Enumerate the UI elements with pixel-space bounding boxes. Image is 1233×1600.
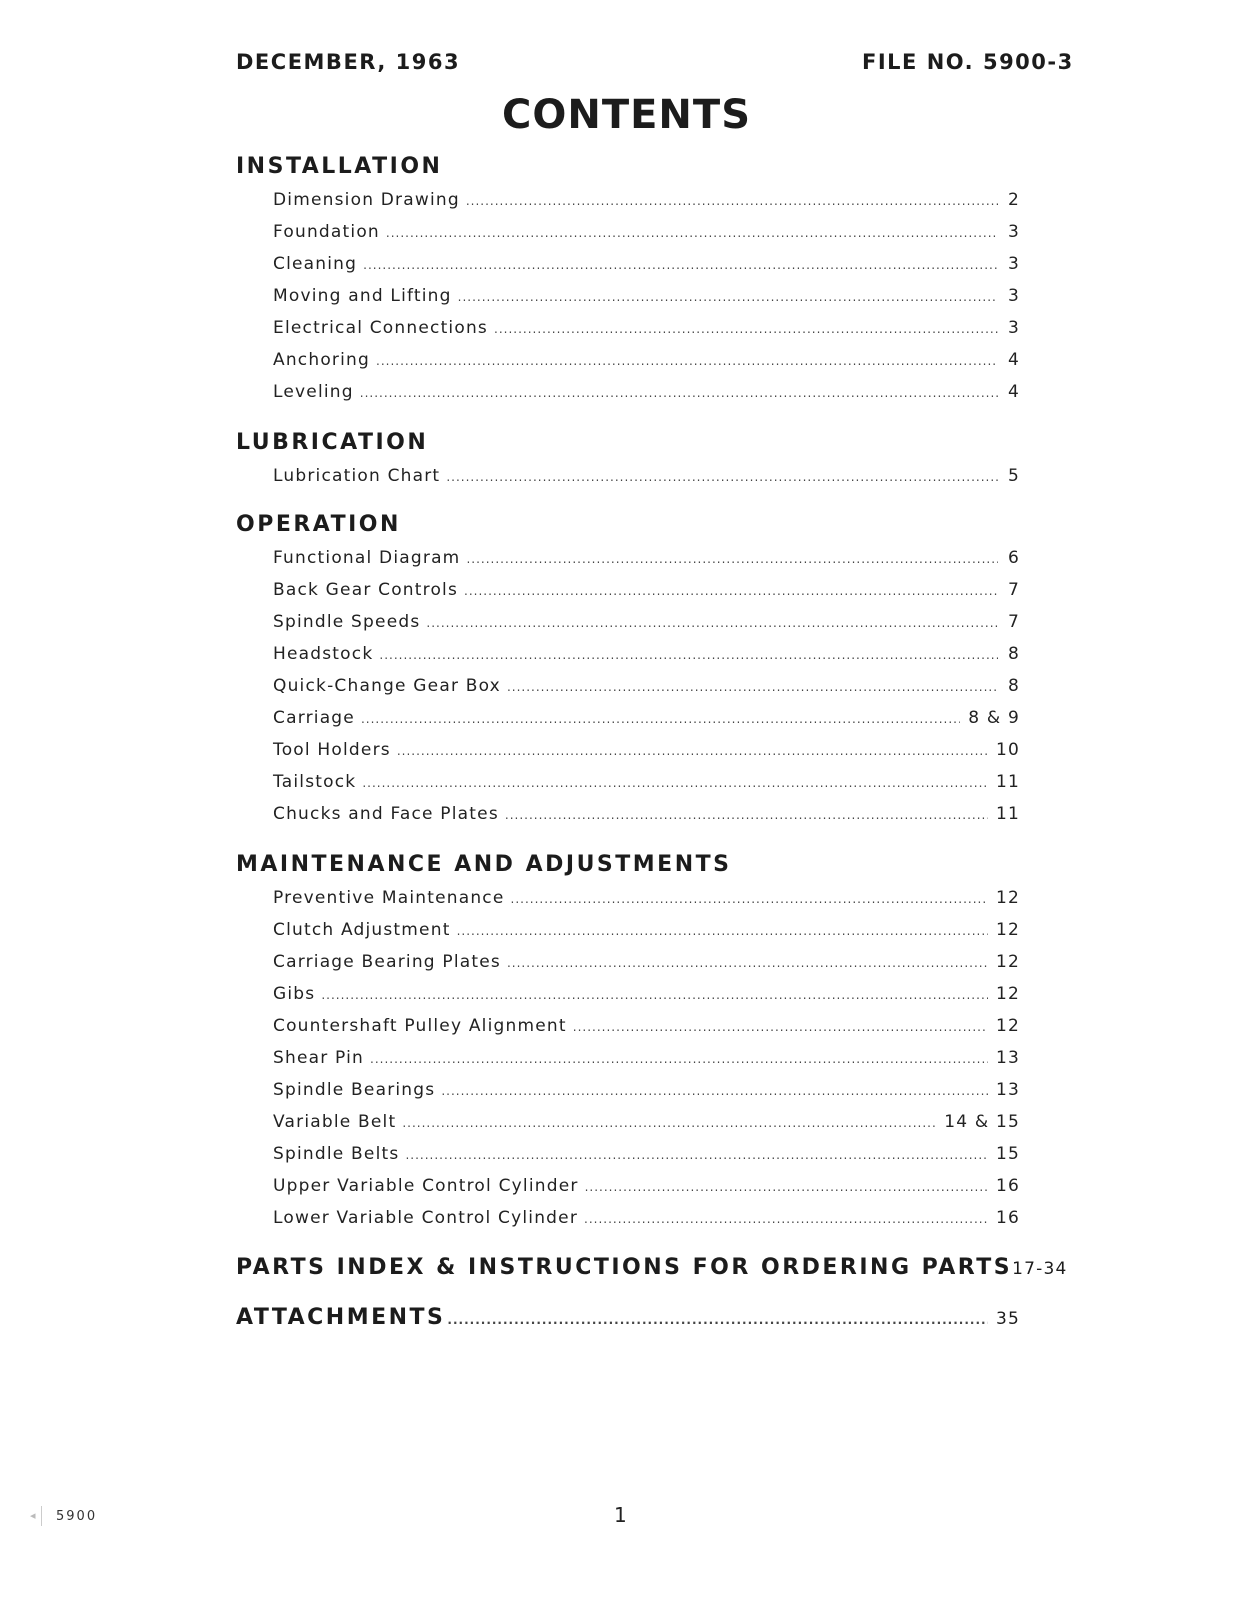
- dot-leader: [441, 1075, 988, 1107]
- section-title: LUBRICATION: [236, 430, 429, 455]
- header-date: DECEMBER, 1963: [236, 50, 461, 74]
- toc-entry-page: 5: [1007, 466, 1020, 486]
- dot-leader: [584, 1203, 988, 1235]
- toc-entry: [236, 1106, 1020, 1138]
- dot-leader: [511, 883, 988, 915]
- header-file-number: FILE NO. 5900-3: [862, 50, 1074, 74]
- page-number: 1: [614, 1503, 627, 1527]
- toc-entry: [236, 798, 1020, 830]
- dot-leader: [402, 1107, 936, 1139]
- toc-entry: [236, 1138, 1020, 1170]
- toc-entry-label: Preventive Maintenance: [273, 888, 505, 908]
- toc-entry-page: 3: [1007, 222, 1020, 242]
- toc-entry: [236, 1074, 1020, 1106]
- toc-entry: [236, 248, 1020, 280]
- toc-entry: [236, 542, 1020, 574]
- toc-entry-label: Headstock: [273, 644, 374, 664]
- dot-leader: [585, 1171, 988, 1203]
- toc-entry-label: Lower Variable Control Cylinder: [273, 1208, 579, 1228]
- toc-entry-page: 6: [1007, 548, 1020, 568]
- toc-entry: [236, 606, 1020, 638]
- toc-entry-page: 12: [995, 952, 1020, 972]
- dot-leader: [466, 543, 998, 575]
- toc-entry-page: 12: [995, 920, 1020, 940]
- toc-entry: [236, 766, 1020, 798]
- toc-entry-label: Dimension Drawing: [273, 190, 460, 210]
- toc-entry-page: 8 & 9: [968, 708, 1020, 728]
- attachments-label: ATTACHMENTS: [236, 1305, 446, 1330]
- toc-entry-label: Functional Diagram: [273, 548, 461, 568]
- section-installation: [236, 150, 1020, 408]
- toc-entry-page: 12: [995, 1016, 1020, 1036]
- toc-entry-label: Tool Holders: [273, 740, 391, 760]
- parts-index-label: PARTS INDEX & INSTRUCTIONS FOR ORDERING PARTS: [236, 1255, 1013, 1280]
- dot-leader: [405, 1139, 988, 1171]
- toc-entry-page: 16: [995, 1208, 1020, 1228]
- toc-entry: [236, 344, 1020, 376]
- toc-entry-label: Spindle Bearings: [273, 1080, 436, 1100]
- toc-entry-label: Lubrication Chart: [273, 466, 441, 486]
- toc-entry: [236, 734, 1020, 766]
- entry-list: [236, 882, 1020, 1234]
- dot-leader: [362, 767, 988, 799]
- entry-list: [236, 542, 1020, 830]
- toc-entry-label: Tailstock: [273, 772, 357, 792]
- toc-entry: [236, 702, 1020, 734]
- toc-entry-label: Moving and Lifting: [273, 286, 452, 306]
- toc-entry-page: 12: [995, 984, 1020, 1004]
- toc-entry: [236, 216, 1020, 248]
- margin-mark: ◂: [30, 1509, 36, 1522]
- dot-leader: [379, 639, 998, 671]
- toc-entry-page: 7: [1007, 580, 1020, 600]
- toc-entry-page: 13: [995, 1048, 1020, 1068]
- toc-entry-page: 4: [1007, 350, 1020, 370]
- dot-leader: [363, 249, 998, 281]
- toc-entry: [236, 1202, 1020, 1234]
- dot-leader: [376, 345, 998, 377]
- dot-leader: [507, 671, 998, 703]
- toc-entry-label: Upper Variable Control Cylinder: [273, 1176, 579, 1196]
- section-operation: [236, 508, 1020, 830]
- toc-entry-label: Variable Belt: [273, 1112, 397, 1132]
- toc-entry-label: Cleaning: [273, 254, 358, 274]
- toc-entry: [236, 574, 1020, 606]
- toc-entry-label: Electrical Connections: [273, 318, 488, 338]
- dot-leader: [458, 281, 998, 313]
- dot-leader: [573, 1011, 988, 1043]
- toc-entry: [236, 1042, 1020, 1074]
- toc-entry: [236, 914, 1020, 946]
- toc-entry-label: Back Gear Controls: [273, 580, 459, 600]
- toc-entry-label: Countershaft Pulley Alignment: [273, 1016, 567, 1036]
- toc-entry-page: 10: [995, 740, 1020, 760]
- toc-entry-page: 3: [1007, 286, 1020, 306]
- parts-index-page: 17-34: [1012, 1259, 1068, 1279]
- toc-entry: [236, 376, 1020, 408]
- dot-leader: [426, 607, 998, 639]
- toc-entry-label: Clutch Adjustment: [273, 920, 451, 940]
- toc-entry-page: 12: [995, 888, 1020, 908]
- toc-entry-page: 16: [995, 1176, 1020, 1196]
- section-title: OPERATION: [236, 512, 401, 537]
- toc-entry: [236, 280, 1020, 312]
- toc-entry: [236, 670, 1020, 702]
- dot-leader: [446, 461, 998, 493]
- toc-entry-page: 13: [995, 1080, 1020, 1100]
- toc-entry: [236, 184, 1020, 216]
- toc-entry-page: 3: [1007, 318, 1020, 338]
- dot-leader: [447, 1300, 988, 1340]
- toc-entry-page: 11: [995, 804, 1020, 824]
- toc-entry: [236, 638, 1020, 670]
- toc-entry-label: Spindle Speeds: [273, 612, 421, 632]
- toc-entry-page: 14 & 15: [944, 1112, 1020, 1132]
- toc-entry-label: Leveling: [273, 382, 354, 402]
- section-title: INSTALLATION: [236, 154, 443, 179]
- margin-tick: [41, 1506, 42, 1526]
- toc-entry-page: 8: [1007, 644, 1020, 664]
- toc-entry: [236, 460, 1020, 492]
- dot-leader: [361, 703, 960, 735]
- toc-entry: [236, 882, 1020, 914]
- toc-entry-page: 11: [995, 772, 1020, 792]
- dot-leader: [370, 1043, 988, 1075]
- toc-entry: [236, 312, 1020, 344]
- dot-leader: [386, 217, 998, 249]
- section-title: MAINTENANCE AND ADJUSTMENTS: [236, 852, 732, 877]
- toc-entry-label: Anchoring: [273, 350, 371, 370]
- toc-entry-label: Carriage Bearing Plates: [273, 952, 501, 972]
- dot-leader: [466, 185, 998, 217]
- toc-entry-label: Gibs: [273, 984, 316, 1004]
- footer-code: 5900: [56, 1509, 98, 1524]
- toc-entry-page: 15: [995, 1144, 1020, 1164]
- toc-entry: [236, 978, 1020, 1010]
- parts-index-entry: [236, 1248, 1068, 1288]
- toc-entry: [236, 946, 1020, 978]
- toc-entry: [236, 1010, 1020, 1042]
- attachments-page: 35: [995, 1309, 1020, 1329]
- dot-leader: [494, 313, 998, 345]
- toc-entry-label: Foundation: [273, 222, 380, 242]
- toc-entry: [236, 1170, 1020, 1202]
- toc-entry-page: 2: [1007, 190, 1020, 210]
- page-title: CONTENTS: [501, 92, 751, 138]
- section-lubrication: [236, 426, 1020, 492]
- toc-entry-page: 3: [1007, 254, 1020, 274]
- toc-entry-label: Shear Pin: [273, 1048, 365, 1068]
- table-of-contents: [236, 150, 1068, 1338]
- toc-entry-label: Quick-Change Gear Box: [273, 676, 501, 696]
- toc-entry-page: 4: [1007, 382, 1020, 402]
- toc-entry-page: 8: [1007, 676, 1020, 696]
- dot-leader: [397, 735, 988, 767]
- dot-leader: [464, 575, 998, 607]
- toc-entry-label: Spindle Belts: [273, 1144, 400, 1164]
- dot-leader: [360, 377, 998, 409]
- attachments-entry: [236, 1298, 1020, 1338]
- entry-list: [236, 460, 1020, 492]
- dot-leader: [507, 947, 988, 979]
- dot-leader: [505, 799, 988, 831]
- toc-entry-page: 7: [1007, 612, 1020, 632]
- dot-leader: [457, 915, 988, 947]
- entry-list: [236, 184, 1020, 408]
- section-maintenance: [236, 848, 1020, 1234]
- dot-leader: [321, 979, 988, 1011]
- toc-entry-label: Carriage: [273, 708, 355, 728]
- toc-entry-label: Chucks and Face Plates: [273, 804, 499, 824]
